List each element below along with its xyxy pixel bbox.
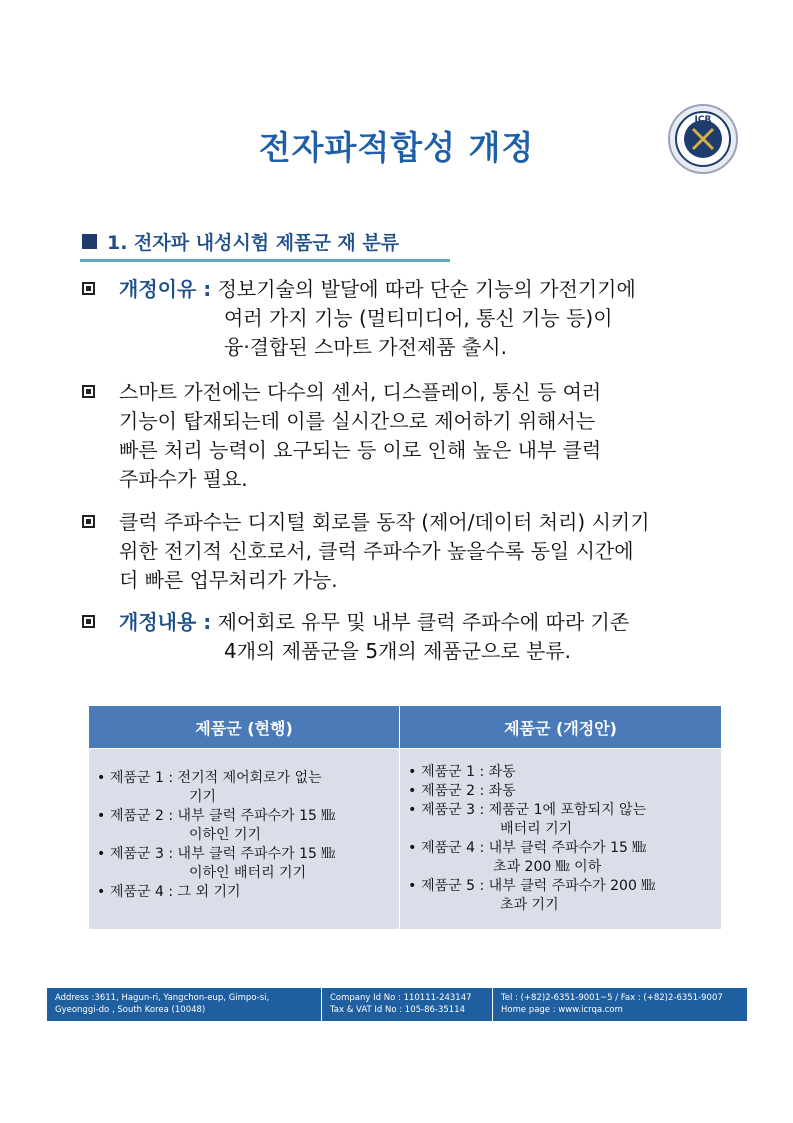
bullet-line: 클럭 주파수는 디지털 회로를 동작 (제어/데이터 처리) 시키기: [119, 510, 650, 534]
bullet-line: 빠른 처리 능력이 요구되는 등 이로 인해 높은 내부 클럭: [119, 438, 602, 462]
bullet-line: 주파수가 필요.: [119, 467, 248, 491]
list-item: • 제품군 2 : 좌동: [408, 782, 713, 801]
footer-contact: Tel : (+82)2-6351-9001~5 / Fax : (+82)2-6351-9007 Home page : www.icrqa.com: [492, 988, 731, 1021]
boxed-square-icon: [82, 385, 95, 398]
list-item: • 제품군 2 : 내부 클럭 주파수가 15 ㎒ 이하인 기기: [97, 807, 391, 845]
boxed-square-icon: [82, 282, 95, 295]
section-heading-text: 1. 전자파 내성시험 제품군 재 분류: [107, 232, 400, 254]
current-groups-cell: [89, 749, 400, 930]
bullet-label: 개정내용 :: [119, 610, 212, 634]
boxed-square-icon: [82, 515, 95, 528]
footer-company-ids: Company Id No : 110111-243147 Tax & VAT Id No : 105-86-35114: [321, 988, 492, 1021]
icr-logo: [667, 103, 739, 175]
bullet-label: 개정이유 :: [119, 277, 212, 301]
square-icon: [82, 234, 97, 249]
section-heading: [82, 228, 399, 255]
bullet-line: 기능이 탑재되는데 이를 실시간으로 제어하기 위해서는: [119, 409, 596, 433]
list-item: • 제품군 1 : 좌동: [408, 763, 713, 782]
boxed-square-icon: [82, 615, 95, 628]
bullet-line: 제어회로 유무 및 내부 클럭 주파수에 따라 기존: [217, 610, 630, 634]
bullet-line: 정보기술의 발달에 따라 단순 기능의 가전기기에: [217, 277, 636, 301]
logo-text: ICR: [694, 115, 712, 125]
bullet-line: 위한 전기적 신호로서, 클럭 주파수가 높을수록 동일 시간에: [119, 539, 634, 563]
bullet-line: 스마트 가전에는 다수의 센서, 디스플레이, 통신 등 여러: [119, 380, 602, 404]
bullet-line: 여러 가지 기능 (멀티미디어, 통신 기능 등)이: [224, 306, 613, 330]
comparison-table: [88, 705, 722, 930]
table-header-current: 제품군 (현행): [89, 706, 400, 749]
section-divider: [80, 259, 450, 262]
list-item: • 제품군 3 : 내부 클럭 주파수가 15 ㎒ 이하인 배터리 기기: [97, 845, 391, 883]
list-item: • 제품군 5 : 내부 클럭 주파수가 200 ㎒ 초과 기기: [408, 877, 713, 915]
page-title: 전자파적합성 개정: [258, 128, 535, 167]
footer-address: Address :3611, Hagun-ri, Yangchon-eup, Gimpo-si, Gyeonggi-do , South Korea (10048): [55, 993, 270, 1015]
list-item: • 제품군 4 : 내부 클럭 주파수가 15 ㎒ 초과 200 ㎒ 이하: [408, 839, 713, 877]
bullet-line: 4개의 제품군을 5개의 제품군으로 분류.: [224, 639, 572, 663]
list-item: • 제품군 4 : 그 외 기기: [97, 883, 391, 902]
table-header-proposed: 제품군 (개정안): [400, 706, 722, 749]
list-item: • 제품군 1 : 전기적 제어회로가 없는 기기: [97, 769, 391, 807]
bullet-line: 융·결합된 스마트 가전제품 출시.: [224, 335, 507, 359]
proposed-groups-cell: [400, 749, 722, 930]
list-item: • 제품군 3 : 제품군 1에 포함되지 않는 배터리 기기: [408, 801, 713, 839]
bullet-line: 더 빠른 업무처리가 가능.: [119, 568, 338, 592]
page-footer: [47, 988, 747, 1021]
